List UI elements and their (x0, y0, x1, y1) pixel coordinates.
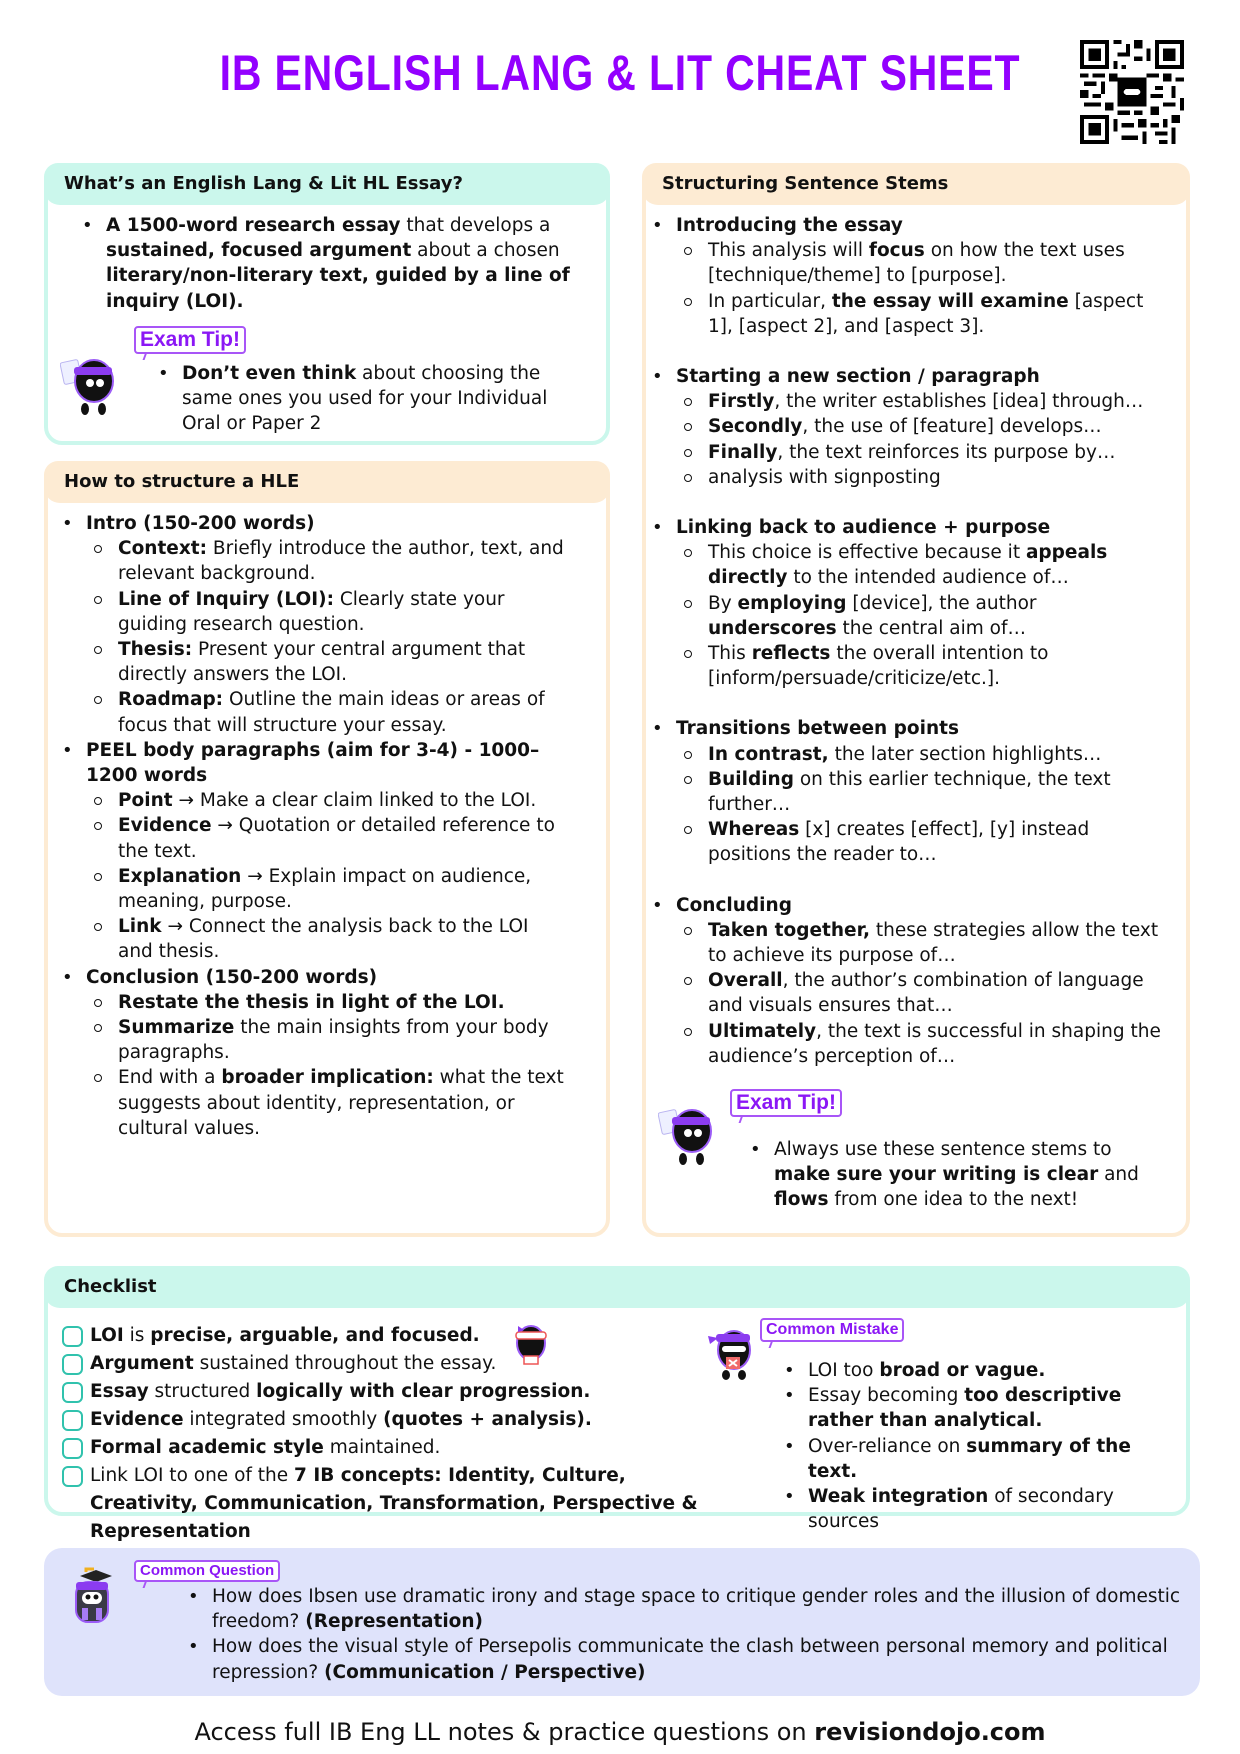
list-item: • Essay becoming too descriptive rather than analytical. (770, 1383, 1180, 1433)
list-item: Ultimately, the text is successful in shaping the audience’s perception of… (676, 1019, 1170, 1069)
common-mistake-label: Common Mistake (760, 1318, 904, 1342)
list-item: Link → Connect the analysis back to the LOI and thesis. (86, 914, 566, 964)
checkbox[interactable] (62, 1326, 83, 1347)
checklist-item[interactable]: LOI is precise, arguable, and focused. (58, 1322, 738, 1350)
list-item: By employing [device], the author underscores the central aim of… (676, 591, 1170, 641)
list-item: This analysis will focus on how the text uses [technique/theme] to [purpose]. (676, 238, 1170, 288)
checklist-item[interactable]: Evidence integrated smoothly (quotes + analysis). (58, 1406, 738, 1434)
list-item: Taken together, these strategies allow the text to achieve its purpose of… (676, 918, 1170, 968)
checkbox[interactable] (62, 1354, 83, 1375)
list-item: • How does the visual style of Persepolis communicate the clash between personal memory and political repression? (Communication / Perspective) (174, 1634, 1184, 1684)
exam-tip-label: Exam Tip! (730, 1089, 842, 1117)
list-item: Roadmap: Outline the main ideas or areas of focus that will structure your essay. (86, 687, 566, 737)
list-item: Secondly, the use of [feature] develops… (676, 414, 1170, 439)
checklist-item[interactable]: Argument sustained throughout the essay. (58, 1350, 738, 1378)
list-item: Explanation → Explain impact on audience, meaning, purpose. (86, 864, 566, 914)
list-item: Evidence → Quotation or detailed reference to the text. (86, 813, 566, 863)
common-question-label: Common Question (134, 1560, 280, 1582)
list-item: Whereas [x] creates [effect], [y] instead positions the reader to… (676, 817, 1170, 867)
checklist-item[interactable]: Link LOI to one of the 7 IB concepts: Identity, Culture, Creativity, Communication, Transformation, Perspective & Representation (58, 1462, 738, 1546)
list-item: • A 1500-word research essay that develops a sustained, focused argument about a chosen literary/non-literary text, guided by a line of inquiry (LOI). (68, 213, 576, 314)
list-item: analysis with signposting (676, 465, 1170, 490)
list-item: Point → Make a clear claim linked to the LOI. (86, 788, 566, 813)
list-item: • Concluding Taken together, these strategies allow the text to achieve its purpose of… Overall, the author’s combination of language and visuals ensures that… Ultimately, the text is successful in shaping the audience’s perception of… (638, 893, 1170, 1069)
checkbox[interactable] (62, 1438, 83, 1459)
common-question-panel (44, 1548, 1200, 1696)
ninja-run-mascot-icon (510, 1318, 552, 1368)
card-what-is-essay (44, 163, 610, 445)
list-item: • Starting a new section / paragraph Firstly, the writer establishes [idea] through… Secondly, the use of [feature] develops… Finally, the text reinforces its purpose by… analysis with signposting (638, 364, 1170, 515)
list-item: • How does Ibsen use dramatic irony and stage space to critique gender roles and the illusion of domestic freedom? (Representation) (174, 1584, 1184, 1634)
list-item: This reflects the overall intention to [inform/persuade/criticize/etc.]. (676, 641, 1170, 691)
list-item: • Intro (150-200 words) Context: Briefly introduce the author, text, and relevant background. Line of Inquiry (LOI): Clearly state your guiding research question. Thesis: Present your central argument that directly answers the LOI. Roadmap: Outline the main ideas or areas of focus that will structure your essay. (48, 511, 566, 738)
checklist-item[interactable]: Essay structured logically with clear progression. (58, 1378, 738, 1406)
list-item: In contrast, the later section highlights… (676, 742, 1170, 767)
list-item: • Conclusion (150-200 words) Restate the thesis in light of the LOI. Summarize the main insights from your body paragraphs. End with a broader implication: what the text suggests about identity, representation, or cultural values. (48, 965, 566, 1141)
list-item: Restate the thesis in light of the LOI. (86, 990, 566, 1015)
list-item: • PEEL body paragraphs (aim for 3-4) - 1000–1200 words Point → Make a clear claim linked to the LOI. Evidence → Quotation or detailed reference to the text. Explanation → Explain impact on audience, meaning, purpose. Link → Connect the analysis back to the LOI and thesis. (48, 738, 566, 965)
list-item: • LOI too broad or vague. (770, 1358, 1180, 1383)
exam-tip-label: Exam Tip! (134, 326, 246, 354)
checkbox[interactable] (62, 1382, 83, 1403)
list-item: Finally, the text reinforces its purpose by… (676, 440, 1170, 465)
list-item: Building on this earlier technique, the text further… (676, 767, 1170, 817)
graduate-ninja-mascot-icon (66, 1566, 116, 1632)
ninja-mascot-icon (60, 347, 120, 419)
list-item: Summarize the main insights from your body paragraphs. (86, 1015, 566, 1065)
list-item: • Over-reliance on summary of the text. (770, 1434, 1180, 1484)
card-sentence-stems (642, 163, 1190, 1237)
card-structure (44, 461, 610, 1237)
card-header: Checklist (44, 1266, 1190, 1308)
ninja-mistake-mascot-icon (704, 1322, 760, 1384)
list-item: • Transitions between points In contrast, the later section highlights… Building on this earlier technique, the text further… Whereas [x] creates [effect], [y] instead positions the reader to… (638, 716, 1170, 892)
revisiondojo-link[interactable]: revisiondojo.com (814, 1718, 1046, 1746)
qr-code-icon[interactable] (1080, 40, 1184, 144)
list-item: • Linking back to audience + purpose This choice is effective because it appeals directly to the intended audience of… By employing [device], the author underscores the central aim of… This reflects the overall intention to [inform/persuade/criticize/etc.]. (638, 515, 1170, 716)
card-header: How to structure a HLE (44, 461, 610, 503)
list-item: Thesis: Present your central argument that directly answers the LOI. (86, 637, 566, 687)
card-checklist (44, 1266, 1190, 1542)
list-item: End with a broader implication: what the text suggests about identity, representation, or cultural values. (86, 1065, 566, 1141)
checkbox[interactable] (62, 1466, 83, 1487)
list-item: This choice is effective because it appeals directly to the intended audience of… (676, 540, 1170, 590)
list-item: In particular, the essay will examine [aspect 1], [aspect 2], and [aspect 3]. (676, 289, 1170, 339)
card-header: Structuring Sentence Stems (642, 163, 1190, 205)
ninja-mascot-icon (658, 1097, 718, 1169)
footer-cta: Access full IB Eng LL notes & practice questions on revisiondojo.com (194, 1718, 1046, 1746)
list-item: • Introducing the essay This analysis will focus on how the text uses [technique/theme] to [purpose]. In particular, the essay will examine [aspect 1], [aspect 2], and [aspect 3]. (638, 213, 1170, 364)
card-header: What’s an English Lang & Lit HL Essay? (44, 163, 610, 205)
list-item: Line of Inquiry (LOI): Clearly state your guiding research question. (86, 587, 566, 637)
list-item: Overall, the author’s combination of language and visuals ensures that… (676, 968, 1170, 1018)
list-item: Context: Briefly introduce the author, text, and relevant background. (86, 536, 566, 586)
list-item: • Weak integration of secondary sources (770, 1484, 1180, 1534)
list-item: Firstly, the writer establishes [idea] through… (676, 389, 1170, 414)
list-item: • Always use these sentence stems to make sure your writing is clear and flows from one idea to the next! (736, 1137, 1156, 1213)
checkbox[interactable] (62, 1410, 83, 1431)
list-item: • Don’t even think about choosing the same ones you used for your Individual Oral or Paper 2 (144, 361, 584, 437)
checklist-item[interactable]: Formal academic style maintained. (58, 1434, 738, 1462)
page-title: IB ENGLISH LANG & LIT CHEAT SHEET (219, 45, 1021, 101)
